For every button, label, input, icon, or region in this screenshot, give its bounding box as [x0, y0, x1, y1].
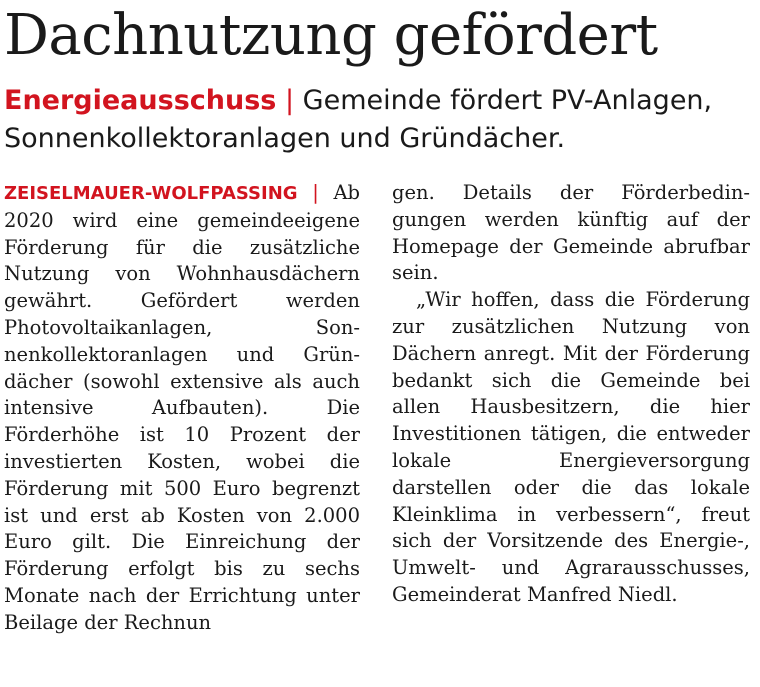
kicker: Energieausschuss — [4, 85, 277, 116]
headline: Dachnutzung gefördert — [4, 3, 658, 68]
article-column-left — [4, 180, 360, 637]
paragraph-1 — [4, 180, 360, 637]
kicker-separator: | — [284, 85, 295, 116]
subheadline-text: Gemeinde fördert PV-Anlagen, Sonnenkollektoranlagen und Gründächer. — [4, 85, 713, 154]
subheadline — [4, 82, 756, 158]
paragraph-1-text: Ab 2020 wird eine gemeindeeigene Förderung für die zusätzliche Nutzung von Wohnhausdächern gewährt. Gefördert werden Photovoltaikanlagen, Sonnenkollektoranlagen und Gründächer (sowohl extensive als auch intensive Aufbauten). Die Förderhöhe ist 10 Prozent der investierten Kosten, wobei die Förderung mit 500 Euro begrenzt ist und erst ab Kosten von 2.000 Euro gilt. Die Einreichung der Förderung erfolgt bis zu sechs Monate nach der Errichtung unter Beilage der Rechnun — [4, 181, 361, 634]
paragraph-2: „Wir hoffen, dass die Förderung zur zusätzlichen Nutzung von Dächern anregt. Mit der Förderung bedankt sich die Gemeinde bei allen Hausbesitzern, die hier Investitionen tätigen, die entweder lokale Energieversorgung darstellen oder die das lokale Kleinklima in verbessern“, freut sich der Vorsitzende des Energie-, Umwelt- und Agrarausschusses, Gemeinderat Manfred Niedl. — [392, 288, 750, 606]
byline-location: ZEISELMAUER-WOLFPASSING — [4, 183, 298, 204]
byline-separator: | — [312, 181, 319, 204]
paragraph-1-continued: gen. Details der Förderbedingungen werden künftig auf der Homepage der Gemeinde abrufbar sein. — [392, 181, 750, 285]
article-column-right — [392, 180, 750, 609]
